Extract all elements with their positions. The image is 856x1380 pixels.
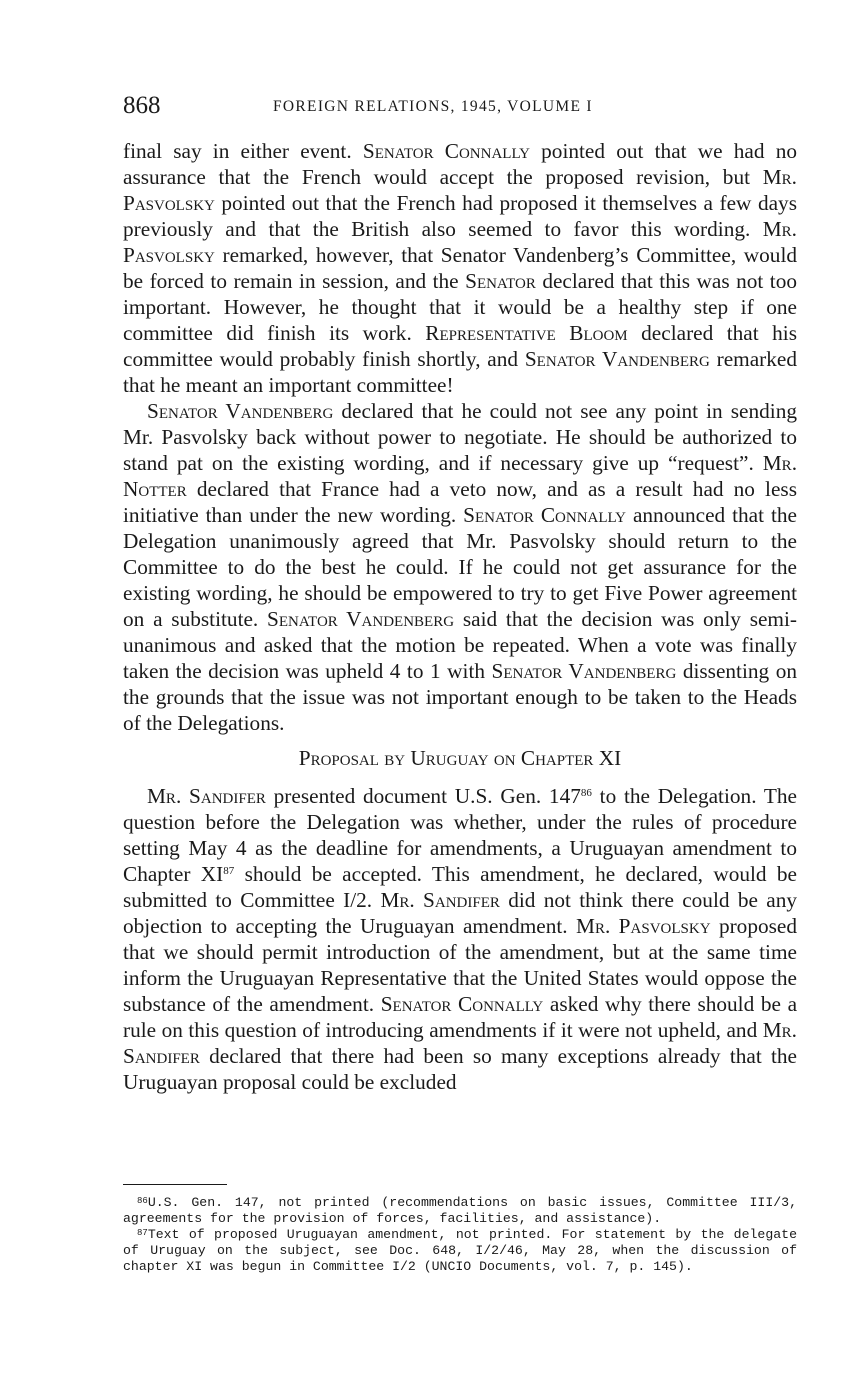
text: declared that there had been so many exceptions already that the Uruguayan proposal could be excluded	[123, 1044, 798, 1094]
speaker-name: Senator Vandenberg	[491, 659, 677, 683]
speaker-name: Senator Vandenberg	[267, 607, 455, 631]
speaker-name: Senator Connally	[463, 503, 627, 527]
footnote-text: U.S. Gen. 147, not printed (recommendations on basic issues, Committee III/3, agreements for the provision of forces, facilities, and assistance).	[123, 1195, 797, 1226]
speaker-name: Senator	[465, 269, 536, 293]
text: asked why there should be a rule on this question of introducing amendments if it were not upheld, and	[123, 992, 798, 1042]
text: dissenting on the grounds that the issue was not important enough to be taken to the Heads of the Delegations.	[123, 659, 797, 735]
footnotes	[123, 1195, 797, 1275]
text: announced that the Delegation unanimously agreed that Mr. Pasvolsky should return to the Committee to do the best he could. If he could not get assurance for the existing wording, he should be empowered to try to get Five Power agreement on a substitute.	[123, 503, 797, 631]
speaker-name: Mr. Pasvolsky	[123, 165, 797, 215]
text: declared that France had a veto now, and as a result had no less initiative than under the new wording.	[123, 477, 798, 527]
speaker-name: Senator Vandenberg	[147, 399, 334, 423]
footnote-86	[123, 1195, 797, 1227]
footnote-ref-87[interactable]: 87	[223, 865, 235, 877]
text: should be accepted. This amendment, he declared, would be submitted to Committee I/2.	[123, 862, 797, 912]
footnote-87	[123, 1227, 797, 1275]
text: remarked, however, that Senator Vandenberg’s Committee, would be forced to remain in session, and the	[123, 243, 798, 293]
section-heading: Proposal by Uruguay on Chapter XI	[298, 746, 622, 770]
footnote-number: 86	[137, 1196, 148, 1206]
body-text	[123, 138, 797, 1095]
text: declared that this was not too important. However, he thought that it would be a healthy step if one committee did finish its work.	[123, 269, 798, 345]
paragraph-2	[123, 398, 797, 736]
text: remarked that he meant an important committee!	[123, 347, 798, 397]
footnote-divider	[123, 1184, 227, 1185]
text: to the Delegation. The question before the Delegation was whether, under the rules of procedure setting May 4 as the deadline for amendments, a Uruguayan amendment to Chapter XI	[123, 784, 797, 886]
text: pointed out that the French had proposed it themselves a few days previously and that the British also seemed to favor this wording.	[123, 191, 797, 241]
page-header	[123, 92, 797, 122]
speaker-name: Mr. Pasvolsky	[123, 217, 797, 267]
running-head: FOREIGN RELATIONS, 1945, VOLUME I	[273, 98, 593, 115]
text: proposed that we should permit introduction of the amendment, but at the same time inform the Uruguayan Representative that the United States would oppose the substance of the amendment.	[123, 914, 798, 1016]
speaker-name: Mr. Notter	[123, 451, 798, 501]
text: presented document U.S. Gen. 147	[273, 784, 581, 808]
footnote-ref-86[interactable]: 86	[580, 787, 592, 799]
paragraph-3	[123, 783, 797, 1095]
speaker-name: Mr. Sandifer	[147, 784, 266, 808]
speaker-name: Mr. Sandifer	[380, 888, 500, 912]
text: declared that his committee would probably finish shortly, and	[123, 321, 798, 371]
page-number: 868	[123, 92, 161, 119]
speaker-name: Senator Connally	[362, 139, 530, 163]
text: pointed out that we had no assurance that the French would accept the proposed revision, but	[123, 139, 797, 189]
speaker-name: Mr. Sandifer	[123, 1018, 797, 1068]
speaker-name: Representative Bloom	[425, 321, 628, 345]
speaker-name: Senator Connally	[380, 992, 544, 1016]
speaker-name: Senator Vandenberg	[524, 347, 710, 371]
paragraph-1	[123, 138, 797, 398]
text: final say in either event.	[123, 139, 352, 163]
text: declared that he could not see any point in sending Mr. Pasvolsky back without power to negotiate. He should be authorized to stand pat on the existing wording, and if necessary give up “request”.	[123, 399, 798, 475]
text: did not think there could be any objection to accepting the Uruguayan amendment.	[123, 888, 797, 938]
text: said that the decision was only semiunanimous and asked that the motion be repeated. When a vote was finally taken the decision was upheld 4 to 1 with	[123, 607, 798, 683]
speaker-name: Mr. Pasvolsky	[576, 914, 711, 938]
footnote-number: 87	[137, 1228, 148, 1238]
footnote-text: Text of proposed Uruguayan amendment, not printed. For statement by the delegate of Uruguay on the subject, see Doc. 648, I/2/46, May 28, when the discussion of chapter XI was begun in Committee I/2 (UNCIO Documents, vol. 7, p. 145).	[123, 1227, 797, 1274]
